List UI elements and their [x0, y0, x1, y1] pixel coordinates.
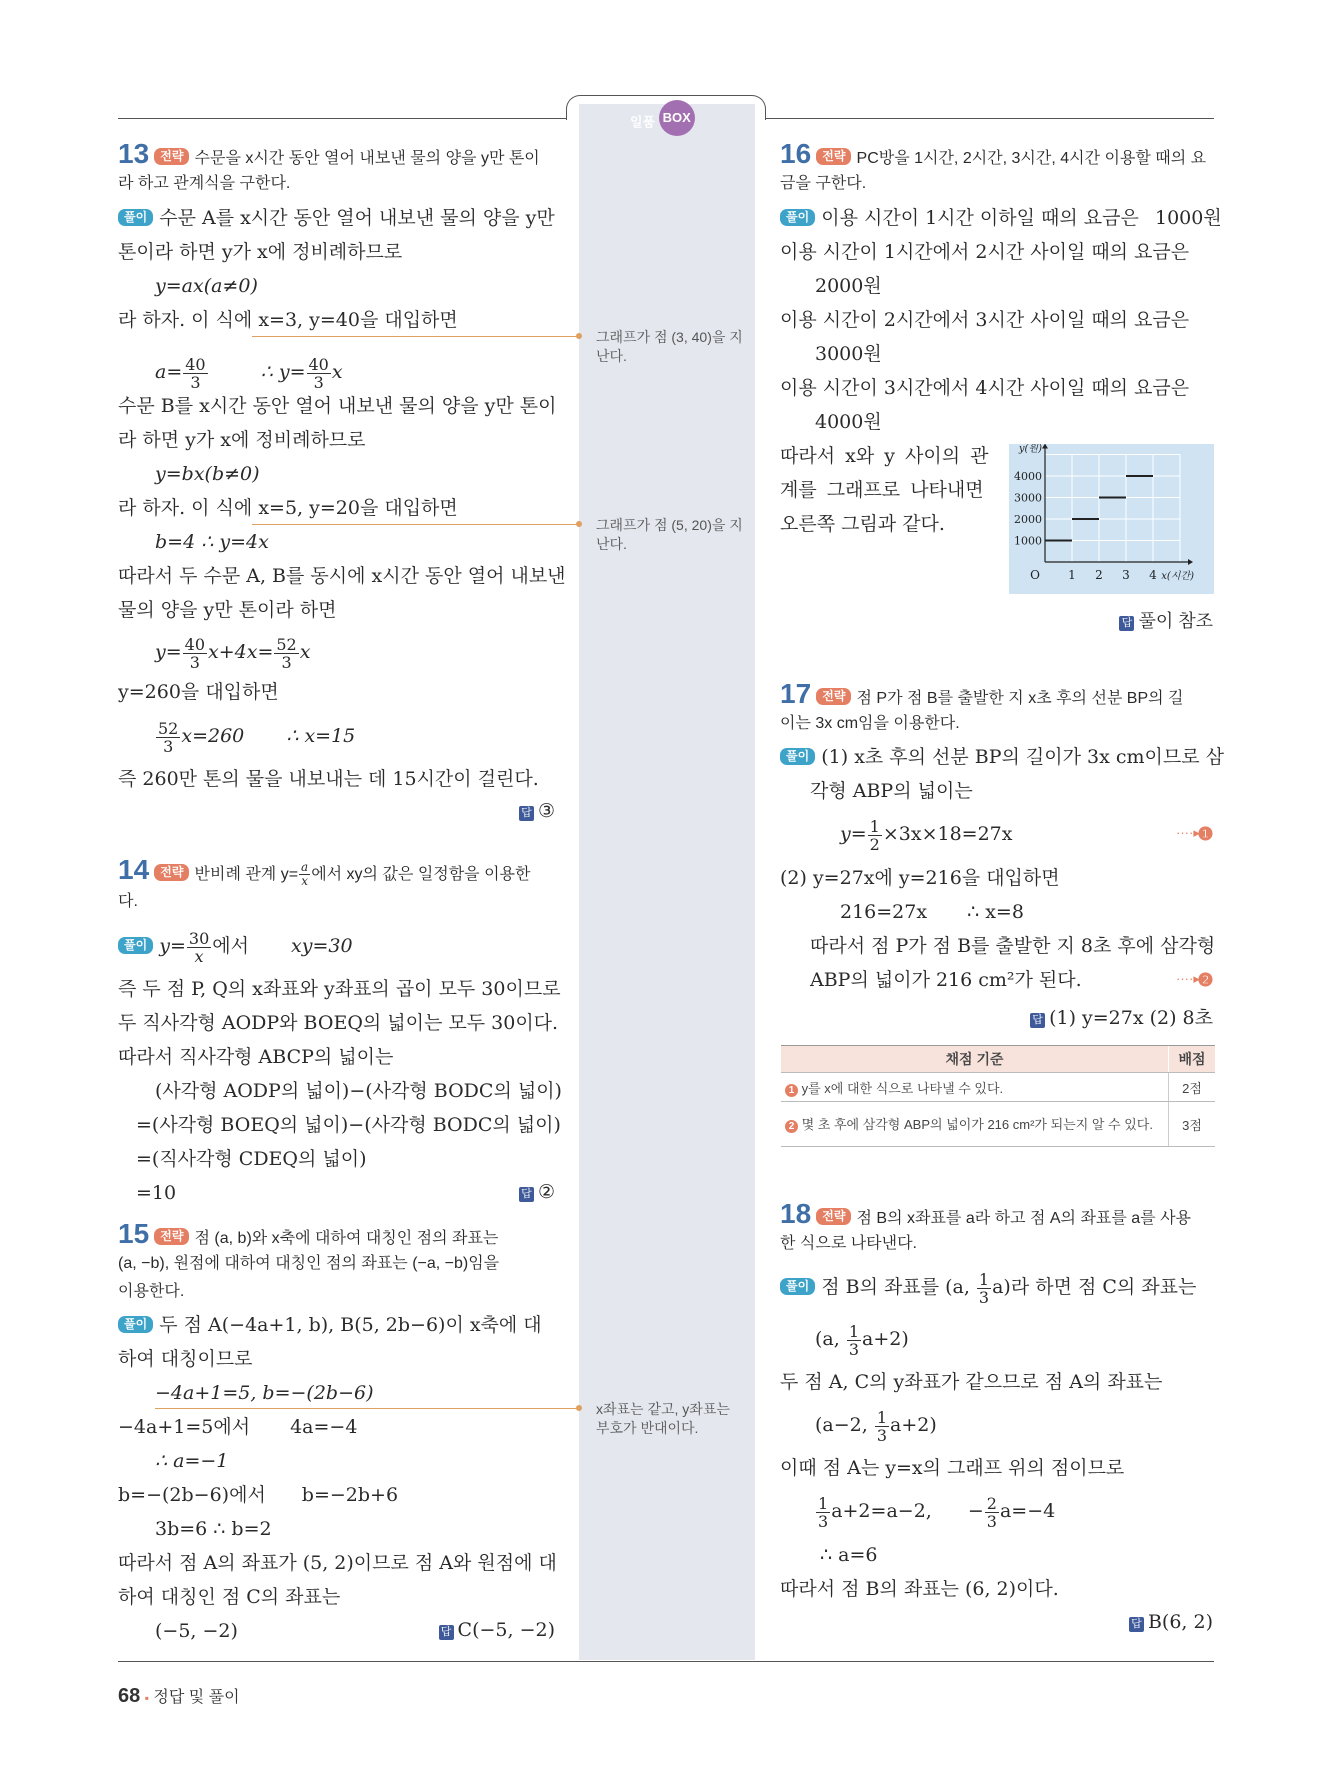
fraction	[816, 1495, 830, 1530]
question-number: 13	[118, 138, 150, 169]
points-cell: 2점	[1169, 1073, 1216, 1102]
q18-strategy	[780, 1198, 1191, 1231]
q15-text-8: 따라서 점 A의 좌표가 (5, 2)이므로 점 A와 원점에 대	[118, 1552, 557, 1574]
q16-strategy	[780, 138, 1207, 171]
criteria-cell	[781, 1073, 1169, 1102]
question-number: 15	[118, 1218, 150, 1249]
footer	[118, 1684, 240, 1708]
q16-step-chart	[1009, 444, 1214, 594]
strategy-text: 수문을 x시간 동안 열어 내보낸 물의 양을 y만 톤이	[194, 150, 540, 167]
q15-leader	[155, 1408, 580, 1409]
answer-value: ③	[537, 800, 555, 822]
q13-sol-1	[118, 206, 555, 230]
q15-strategy-2: (a, −b), 원점에 대하여 대칭인 점의 좌표는 (−a, −b)임을	[118, 1255, 500, 1272]
numerator: 40	[308, 354, 329, 374]
answer-icon: 답	[1030, 1013, 1045, 1028]
fraction	[183, 636, 207, 671]
q13-text-10: b=4 ∴ y=4x	[155, 531, 269, 553]
q13-text-13	[155, 632, 310, 672]
q16-text-3: 2000원	[815, 275, 882, 297]
x-axis-label: x(시간)	[1161, 571, 1194, 582]
q15-text-7: 3b=6 ∴ b=2	[155, 1518, 272, 1540]
question-number: 14	[118, 854, 150, 885]
q13-text-3: y=ax(a≠0)	[155, 275, 258, 297]
q13-strategy	[118, 138, 540, 171]
strategy-text: PC방을 1시간, 2시간, 3시간, 4시간 이용할 때의 요	[856, 150, 1207, 167]
q18-answer	[1129, 1611, 1213, 1633]
answer-value: (1) y=27x (2) 8초	[1049, 1007, 1213, 1029]
q18-text-2	[815, 1318, 909, 1360]
strategy-tag: 전략	[816, 148, 851, 165]
criterion-text: y를 x에 대한 식으로 나타낼 수 있다.	[801, 1080, 1004, 1096]
numerator: 52	[276, 634, 297, 654]
q14-text-7: =(직사각형 CDEQ의 넓이)	[136, 1148, 367, 1170]
question-number: 17	[780, 678, 812, 709]
q16-text-4: 이용 시간이 2시간에서 3시간 사이일 때의 요금은	[780, 309, 1190, 331]
y-tick-label: 4000	[1014, 470, 1042, 483]
q13-eq-f: x	[299, 641, 311, 663]
q14-sol-1	[118, 926, 353, 966]
q13-text-15	[155, 716, 355, 756]
solution-tag: 풀이	[780, 748, 815, 765]
strategy-tag: 전략	[154, 1228, 189, 1245]
q15-sol-1	[118, 1313, 542, 1337]
q17-text-5	[840, 900, 1024, 924]
q16-text-8: 따라서 x와 y 사이의 관	[780, 445, 989, 467]
q13-text-9: 라 하자. 이 식에 x=5, y=20을 대입하면	[118, 497, 458, 519]
q13-text-7: 라 하면 y가 x에 정비례하므로	[118, 429, 366, 451]
q14-text-3: 두 직사각형 AODP와 BOEQ의 넓이는 모두 30이다.	[118, 1012, 559, 1034]
q14-answer	[519, 1181, 555, 1203]
q17-eq-c: 216=27x	[840, 901, 928, 923]
denominator: x	[301, 874, 309, 888]
numerator: 30	[188, 928, 210, 948]
q18-text-7: ∴ a=6	[820, 1544, 878, 1566]
strategy-tag: 전략	[816, 688, 851, 705]
q17-mark-1-arrow: ····▸	[1176, 825, 1200, 840]
q13-eq-g: x=260	[181, 725, 245, 747]
numerator: 52	[158, 718, 179, 738]
denominator: 3	[978, 1287, 990, 1307]
y-tick-label: 3000	[1014, 491, 1042, 505]
criterion-text: 몇 초 후에 삼각형 ABP의 넓이가 216 cm²가 되는지 알 수 있다.	[801, 1116, 1153, 1132]
q17-mark-2-arrow: ····▸	[1176, 971, 1200, 986]
fraction	[187, 930, 211, 965]
q15-text-2: 하여 대칭이므로	[118, 1348, 253, 1370]
q18-text-5: 이때 점 A는 y=x의 그래프 위의 점이므로	[780, 1457, 1125, 1479]
strategy-tag: 전략	[154, 148, 189, 165]
numerator: 1	[848, 1321, 860, 1341]
numerator: 1	[876, 1407, 888, 1427]
q17-text-2: 각형 ABP의 넓이는	[810, 780, 973, 802]
top-rule-right	[764, 118, 1214, 119]
denominator: 3	[876, 1425, 888, 1445]
fraction	[183, 356, 207, 391]
q13-text-12: 물의 양을 y만 톤이라 하면	[118, 599, 337, 621]
q17-text-4: (2) y=27x에 y=216을 대입하면	[780, 867, 1060, 889]
q18-eq-b: a)라 하면 점 C의 좌표는	[992, 1276, 1197, 1298]
q13-text-2: 톤이라 하면 y가 x에 정비례하므로	[118, 241, 403, 263]
q17-strategy-2: 이는 3x cm임을 이용한다.	[780, 715, 960, 732]
q18-eq-i: a=−4	[999, 1500, 1056, 1522]
numerator: 1	[818, 1493, 829, 1513]
footer-section: 정답 및 풀이	[153, 1689, 240, 1706]
q15-eq-c: b=−(2b−6)에서	[118, 1484, 266, 1506]
q18-eq-g: a+2=a−2,	[831, 1500, 932, 1522]
box-badge: BOX	[659, 100, 695, 136]
denominator: 3	[818, 1511, 829, 1531]
q16-text-7: 4000원	[815, 411, 882, 433]
denominator: 3	[163, 736, 174, 756]
strategy-text: 점 (a, b)와 x축에 대하여 대칭인 점의 좌표는	[194, 1230, 499, 1247]
q13-eq-c: x	[331, 361, 343, 383]
numerator: 1	[869, 816, 880, 836]
numerator: a	[301, 860, 309, 874]
answer-value: C(−5, −2)	[457, 1619, 555, 1641]
q13-text-11: 따라서 두 수문 A, B를 동시에 x시간 동안 열어 내보낸	[118, 565, 566, 587]
q13-text-14: y=260을 대입하면	[118, 681, 279, 703]
score-table-header	[781, 1046, 1215, 1073]
criterion-number-1: 1	[785, 1084, 798, 1097]
q18-text-4	[815, 1404, 937, 1446]
criteria-cell	[781, 1102, 1169, 1147]
strategy-tag: 전략	[816, 1208, 851, 1225]
origin-label: O	[1030, 568, 1040, 582]
header-box-label1: 일품	[630, 114, 656, 130]
y-tick-label: 1000	[1014, 534, 1042, 548]
numerator: 40	[185, 354, 206, 374]
q15-text-3: −4a+1=5, b=−(2b−6)	[155, 1382, 374, 1404]
q18-text-6	[815, 1490, 1055, 1532]
q17-strategy	[780, 678, 1184, 711]
q15-text-5: ∴ a=−1	[155, 1450, 229, 1472]
q18-eq-e: (a−2,	[815, 1414, 874, 1436]
q13-answer	[519, 800, 555, 822]
q14-eq-c: xy=30	[291, 935, 353, 957]
strategy-text: 반비례 관계 y=	[194, 866, 299, 883]
question-number: 18	[780, 1198, 812, 1229]
q14-text-4: 따라서 직사각형 ABCP의 넓이는	[118, 1046, 394, 1068]
q13-note-2: 그래프가 점 (5, 20)을 지난다.	[596, 517, 743, 552]
q14-strategy	[118, 852, 530, 888]
x-tick-label: 1	[1068, 568, 1076, 582]
q13-text-4: 라 하자. 이 식에 x=3, y=40을 대입하면	[118, 309, 458, 331]
q15-eq-a: −4a+1=5에서	[118, 1416, 251, 1438]
q18-eq-f: a+2)	[890, 1414, 937, 1436]
header-box-label	[630, 106, 695, 136]
q15-text-9: 하여 대칭인 점 C의 좌표는	[118, 1586, 341, 1608]
q16-text-10: 오른쪽 그림과 같다.	[780, 513, 945, 535]
q17-text-7: ABP의 넓이가 216 cm²가 된다.	[810, 969, 1082, 991]
y-tick-label: 2000	[1014, 513, 1042, 526]
x-tick-label: 3	[1122, 568, 1130, 582]
q16-text-6: 이용 시간이 3시간에서 4시간 사이일 때의 요금은	[780, 377, 1190, 399]
q18-eq-c: (a,	[815, 1328, 846, 1350]
solution-tag: 풀이	[118, 937, 153, 954]
bottom-rule	[118, 1661, 1214, 1662]
q16-sol-1	[780, 206, 1139, 230]
q17-eq-a: y=	[840, 823, 867, 845]
q16-text-5: 3000원	[815, 343, 882, 365]
q16-text-1-value: 1000원	[1155, 207, 1222, 229]
strategy-tag: 전략	[154, 864, 189, 881]
points-cell: 3점	[1169, 1102, 1216, 1147]
q13-leader-2	[252, 524, 580, 525]
fraction	[299, 861, 310, 888]
criterion-2-marker: ❷	[1197, 970, 1214, 990]
q13-eq-h: ∴ x=15	[286, 725, 356, 747]
q17-answer	[1030, 1003, 1213, 1030]
answer-icon: 답	[519, 1187, 534, 1202]
q13-leader-1	[252, 336, 580, 337]
fraction	[985, 1495, 999, 1530]
score-row	[781, 1102, 1215, 1147]
q16-text-9: 계를 그래프로 나타내면	[780, 479, 984, 501]
denominator: 2	[869, 834, 880, 854]
numerator: 40	[184, 634, 206, 654]
fraction	[977, 1271, 991, 1306]
answer-icon: 답	[1129, 1617, 1144, 1632]
fraction	[274, 636, 298, 671]
denominator: x	[194, 946, 204, 966]
strategy-text: 점 P가 점 B를 출발한 지 x초 후의 선분 BP의 길	[856, 690, 1184, 707]
q13-eq-a: a=	[155, 361, 183, 383]
q16-text-2: 이용 시간이 1시간에서 2시간 사이일 때의 요금은	[780, 241, 1190, 263]
solution-tag: 풀이	[780, 209, 815, 226]
y-axis-label: y(원)	[1018, 444, 1042, 455]
fraction	[875, 1409, 889, 1444]
points-header: 배점	[1169, 1046, 1216, 1073]
q15-leader-dot	[576, 1405, 582, 1411]
q16-strategy-2: 금을 구한다.	[780, 175, 867, 192]
denominator: 3	[190, 372, 201, 392]
q15-strategy-3: 이용한다.	[118, 1283, 185, 1300]
q17-text-3	[840, 814, 1012, 854]
footer-separator: ▪	[144, 1691, 149, 1705]
numerator: 2	[986, 1493, 997, 1513]
solution-tag: 풀이	[118, 209, 153, 226]
q14-strategy-2: 다.	[118, 893, 138, 910]
answer-value: B(6, 2)	[1147, 1611, 1213, 1633]
q15-eq-b: 4a=−4	[290, 1416, 358, 1438]
answer-icon: 답	[519, 806, 534, 821]
denominator: 3	[848, 1339, 860, 1359]
q15-text-4	[118, 1415, 357, 1439]
q14-text-2: 즉 두 점 P, Q의 x좌표와 y좌표의 곱이 모두 30이므로	[118, 978, 561, 1000]
q15-answer	[439, 1619, 555, 1641]
fraction	[156, 720, 180, 755]
page-number: 68	[118, 1685, 141, 1707]
solution-tag: 풀이	[780, 1278, 815, 1295]
criteria-header: 채점 기준	[781, 1046, 1169, 1073]
q18-text-8: 따라서 점 B의 좌표는 (6, 2)이다.	[780, 1578, 1059, 1600]
q13-text-5	[155, 352, 343, 392]
q14-eq-b: 에서	[212, 935, 249, 957]
q13-text-16: 즉 260만 톤의 물을 내보내는 데 15시간이 걸린다.	[118, 768, 539, 790]
q14-text-5: (사각형 AODP의 넓이)−(사각형 BODC의 넓이)	[155, 1080, 562, 1102]
q14-text-8: =10	[136, 1182, 177, 1204]
q13-text-1: 수문 A를 x시간 동안 열어 내보낸 물의 양을 y만	[159, 207, 555, 229]
q18-eq-h: −	[967, 1500, 984, 1522]
denominator: 3	[189, 652, 200, 672]
fraction	[847, 1323, 861, 1358]
x-tick-label: 2	[1095, 568, 1103, 582]
score-table	[781, 1045, 1215, 1147]
q13-eq-d: y=	[155, 641, 182, 663]
question-number: 16	[780, 138, 812, 169]
answer-value: ②	[537, 1181, 555, 1203]
x-tick-label: 4	[1149, 568, 1157, 582]
q18-eq-a: 점 B의 좌표를 (a,	[821, 1276, 976, 1298]
criterion-1-marker: ❶	[1197, 824, 1214, 844]
q18-text-3: 두 점 A, C의 y좌표가 같으므로 점 A의 좌표는	[780, 1371, 1163, 1393]
q17-text-1: (1) x초 후의 선분 BP의 길이가 3x cm이므로 삼	[821, 746, 1224, 768]
strategy-text: 점 B의 x좌표를 a라 하고 점 A의 좌표를 a를 사용	[856, 1210, 1191, 1227]
q15-text-10: (−5, −2)	[155, 1620, 238, 1642]
score-row	[781, 1073, 1215, 1102]
criterion-number-2: 2	[785, 1120, 798, 1133]
answer-icon: 답	[439, 1625, 454, 1640]
denominator: 3	[281, 652, 292, 672]
answer-icon: 답	[1119, 616, 1134, 631]
q16-text-1: 이용 시간이 1시간 이하일 때의 요금은	[821, 207, 1139, 229]
q16-answer	[1119, 607, 1213, 633]
strategy-text: 에서 xy의 값은 일정함을 이용한	[311, 866, 531, 883]
q15-eq-d: b=−2b+6	[301, 1484, 399, 1506]
numerator: 1	[978, 1269, 990, 1289]
solution-tag: 풀이	[118, 1316, 153, 1333]
fraction	[868, 818, 882, 853]
denominator: 3	[313, 372, 324, 392]
q18-eq-d: a+2)	[862, 1328, 909, 1350]
answer-value: 풀이 참조	[1138, 611, 1213, 631]
fraction	[307, 356, 331, 391]
q13-leader-dot-2	[576, 521, 582, 527]
q13-text-8: y=bx(b≠0)	[155, 463, 260, 485]
q15-text-6	[118, 1483, 398, 1507]
q17-text-6: 따라서 점 P가 점 B를 출발한 지 8초 후에 삼각형	[810, 935, 1216, 957]
q13-note-1: 그래프가 점 (3, 40)을 지난다.	[596, 329, 743, 364]
q13-eq-b: ∴ y=	[260, 361, 306, 383]
q13-leader-dot-1	[576, 333, 582, 339]
q14-eq-a: y=	[159, 935, 186, 957]
top-rule-left	[118, 118, 566, 119]
q14-text-6: =(사각형 BOEQ의 넓이)−(사각형 BODC의 넓이)	[136, 1114, 561, 1136]
q15-note: x좌표는 같고, y좌표는 부호가 반대이다.	[596, 1401, 730, 1436]
q17-eq-d: ∴ x=8	[967, 901, 1024, 923]
q13-text-6: 수문 B를 x시간 동안 열어 내보낸 물의 양을 y만 톤이	[118, 395, 557, 417]
q18-strategy-2: 한 식으로 나타낸다.	[780, 1235, 917, 1252]
q18-sol-1	[780, 1266, 1196, 1308]
q17-sol-1	[780, 745, 1224, 769]
q17-eq-b: ×3x×18=27x	[882, 823, 1013, 845]
q13-eq-e: x+4x=	[208, 641, 274, 663]
q13-strategy-2: 라 하고 관계식을 구한다.	[118, 175, 291, 192]
q15-text-1: 두 점 A(−4a+1, b), B(5, 2b−6)이 x축에 대	[159, 1314, 542, 1336]
q15-strategy	[118, 1218, 499, 1251]
denominator: 3	[986, 1511, 997, 1531]
